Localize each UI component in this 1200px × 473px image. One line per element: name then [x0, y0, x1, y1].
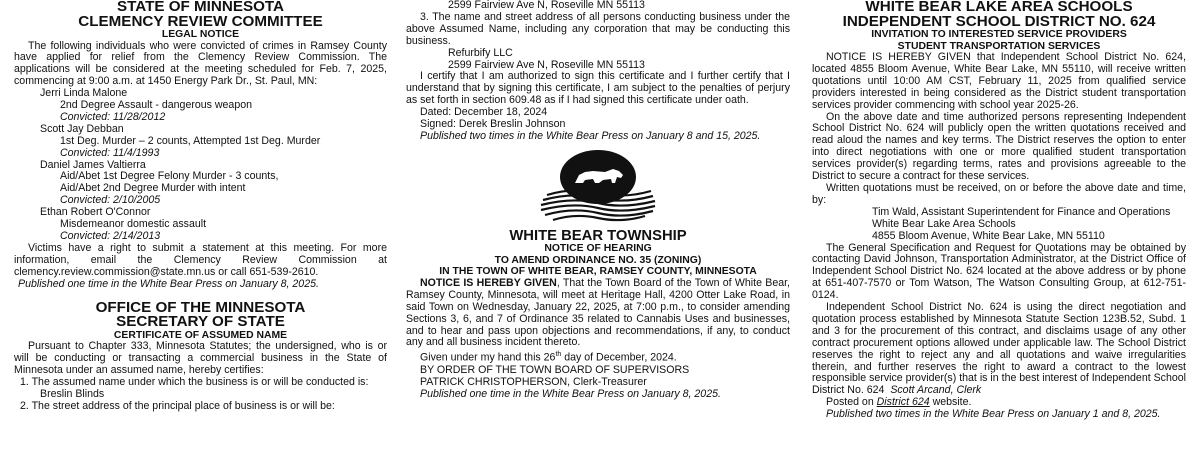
township-notice — [406, 229, 790, 401]
township-subtitle-hearing: NOTICE OF HEARING — [544, 243, 652, 255]
township-body-text: , That the Town Board of the Town of White Bear, Ramsey County, Minnesota, will meet at Heritage Hall, 4200 Otter Lake Road, in said Town on Wednesday, January 22, 2025, at 7:00 p.m., to consider amending Sections 3, 6, and 7 of Ordinance 35 related to Cannabis Uses and businesses, and to hear and pass upon objections and recommendations, if any, to conduct any and all business incident thereto. — [406, 276, 790, 349]
principal-address: 2599 Fairview Ave N, Roseville MN 55113 — [448, 0, 645, 11]
secretary-dated: Dated: December 18, 2024 — [420, 106, 548, 119]
clemency-intro: The following individuals who were convicted of crimes in Ramsey County have applied for relief from the Clemency Review Commission. The applications will be considered at the meeting scheduled for Feb. 7, 2025, commencing at 9:00 a.m. at 1450 Energy Park Dr., St. Paul, MN: — [14, 39, 387, 88]
school-signer: Scott Arcand, Clerk — [890, 384, 982, 397]
school-subtitle-invitation: INVITATION TO INTERESTED SERVICE PROVIDERS — [871, 29, 1127, 40]
secretary-certify: I certify that I am authorized to sign this certificate and I further certify that I understand that by signing this certificate, I am subject to the penalties of perjury as set forth in section 609.48 as if I had signed this certificate under oath. — [406, 70, 790, 107]
secretary-title-sos: SECRETARY OF STATE — [116, 313, 285, 331]
township-clerk: PATRICK CHRISTOPHERSON, Clerk-Treasurer — [420, 375, 647, 388]
district-624-link[interactable]: District 624 — [876, 396, 930, 409]
township-body — [406, 278, 790, 349]
township-given-sup: th — [555, 351, 562, 359]
school-p5 — [812, 302, 1186, 397]
clemency-victims-statement: Victims have a right to submit a statement at this meeting. For more information, email the Clemency Review Commission at clemency.review.commission@state.mn.us or call 651-539-2610. — [14, 241, 387, 278]
secretary-title-office: OFFICE OF THE MINNESOTA — [95, 298, 306, 316]
person-convicted: Convicted: 11/4/1993 — [60, 146, 160, 159]
school-address-line: 4855 Bloom Avenue, White Bear Lake, MN 55110 — [872, 229, 1105, 242]
bear-sun-waves-logo-icon — [533, 147, 663, 227]
column-middle — [406, 0, 790, 400]
school-title-schools: WHITE BEAR LAKE AREA SCHOOLS — [865, 0, 1133, 15]
column-right — [812, 0, 1186, 421]
township-given-pre: Given under my hand this 26 — [420, 351, 556, 364]
school-address-line: White Bear Lake Area Schools — [872, 217, 1016, 230]
township-subtitle-location: IN THE TOWN OF WHITE BEAR, RAMSEY COUNTY, MINNESOTA — [439, 266, 757, 278]
company-name: Refurbify LLC — [448, 46, 513, 59]
person-name: Jerri Linda Malone — [40, 87, 128, 100]
person-offense: 1st Deg. Murder – 2 counts, Attempted 1st Deg. Murder — [60, 134, 321, 147]
company-address: 2599 Fairview Ave N, Roseville MN 55113 — [448, 58, 645, 71]
school-title-district: INDEPENDENT SCHOOL DISTRICT NO. 624 — [842, 12, 1156, 30]
township-subtitle-ordinance: TO AMEND ORDINANCE NO. 35 (ZONING) — [494, 254, 702, 266]
person-convicted: Convicted: 2/14/2013 — [60, 230, 161, 242]
column-left — [14, 0, 387, 412]
person-convicted: Convicted: 11/28/2012 — [60, 110, 166, 123]
secretary-published-note: Published two times in the White Bear Press on January 8 and 15, 2025. — [420, 129, 761, 142]
school-p1: NOTICE IS HEREBY GIVEN that Independent School District No. 624, located 4855 Bloom Avenue, White Bear Lake, MN 55110, will receive written quotations until 10:00 AM CST, February 11, 2025 from qualified service providers interested in being considered as the District student transportation services provider commencing with school year 2025-26. — [812, 51, 1186, 111]
secretary-item-1: 1. The assumed name under which the business is or will be conducted is: — [20, 375, 369, 388]
person-name: Scott Jay Debban — [40, 122, 124, 135]
clemency-published-note: Published one time in the White Bear Press on January 8, 2025. — [18, 277, 319, 290]
person-name: Ethan Robert O'Connor — [40, 206, 151, 219]
person-offense-2: Aid/Abet 2nd Degree Murder with intent — [60, 182, 246, 195]
township-order: BY ORDER OF THE TOWN BOARD OF SUPERVISORS — [420, 363, 690, 376]
clemency-subtitle: LEGAL NOTICE — [161, 29, 240, 40]
township-lead: NOTICE IS HEREBY GIVEN — [420, 276, 557, 289]
secretary-intro: Pursuant to Chapter 333, Minnesota Statutes; the undersigned, who is or will be conducting or transacting a commercial business in the State of Minnesota under an assumed name, hereby certifies: — [14, 340, 387, 376]
school-p5-text: Independent School District No. 624 is using the direct negotiation and quotation process established by Minnesota Statute Section 123B.52, Subd. 1 and 3 for the procurement of this contract, and disclaims usage of any other contract procurement options allowed under applicable law. The School District reserves the right to reject any and all quotations and waive irregularities therein, and further reserves the right to award a contract to the lowest responsible service provider(s) that is in the best interest of Independent School District No. 624 — [812, 301, 1186, 397]
clemency-notice — [14, 0, 387, 291]
school-posted-post: website. — [929, 396, 972, 409]
secretary-item-3: 3. The name and street address of all persons conducting business under the above Assumed Name, including any corporation that may be conducting this business. — [406, 10, 790, 47]
secretary-item-2: 2. The street address of the principal place of business is or will be: — [20, 399, 335, 412]
person-name: Daniel James Valtierra — [40, 158, 146, 171]
township-given — [406, 349, 790, 364]
school-published-note: Published two times in the White Bear Press on January 1 and 8, 2025. — [826, 408, 1161, 421]
secretary-continued — [406, 0, 790, 143]
secretary-subtitle: CERTIFICATE OF ASSUMED NAME — [113, 329, 288, 341]
school-posted-pre: Posted on — [826, 396, 877, 409]
secretary-signed: Signed: Derek Breslin Johnson — [420, 118, 566, 131]
school-p3: Written quotations must be received, on or before the above date and time, by: — [812, 181, 1186, 206]
school-address-line: Tim Wald, Assistant Superintendent for Finance and Operations — [872, 205, 1171, 218]
township-given-post: day of December, 2024. — [561, 351, 677, 364]
township-published-note: Published one time in the White Bear Press on January 8, 2025. — [420, 387, 721, 400]
clemency-title-committee: CLEMENCY REVIEW COMMITTEE — [78, 12, 323, 30]
person-offense: 2nd Degree Assault - dangerous weapon — [60, 99, 252, 112]
school-notice — [812, 0, 1186, 421]
township-title: WHITE BEAR TOWNSHIP — [509, 227, 687, 244]
secretary-assumed-name: Breslin Blinds — [40, 387, 105, 400]
school-p2: On the above date and time authorized persons representing Independent School District No. 624 will publicly open the written quotations received and read aloud the names and key terms. The District reserves the option to enter into direct negotiations with one or more qualified student transportation services provider(s) regarding terms, rates and provisions agreeable to the District to secure a contract for these services. — [812, 110, 1186, 183]
person-offense: Aid/Abet 1st Degree Felony Murder - 3 counts, — [60, 170, 279, 183]
school-subtitle-transport: STUDENT TRANSPORTATION SERVICES — [897, 40, 1101, 52]
school-p4: The General Specification and Request for Quotations may be obtained by contacting David Johnson, Transportation Administrator, at the District Office of Independent School District No. 624 located at the above address or by phone at 651-407-7570 or Tom Watson, The Watson Consulting Group, at 612-751-0124. — [812, 241, 1186, 302]
person-offense: Misdemeanor domestic assault — [60, 218, 207, 231]
secretary-notice — [14, 298, 387, 413]
person-convicted: Convicted: 2/10/2005 — [60, 194, 161, 207]
clemency-title-state: STATE OF MINNESOTA — [116, 0, 285, 15]
